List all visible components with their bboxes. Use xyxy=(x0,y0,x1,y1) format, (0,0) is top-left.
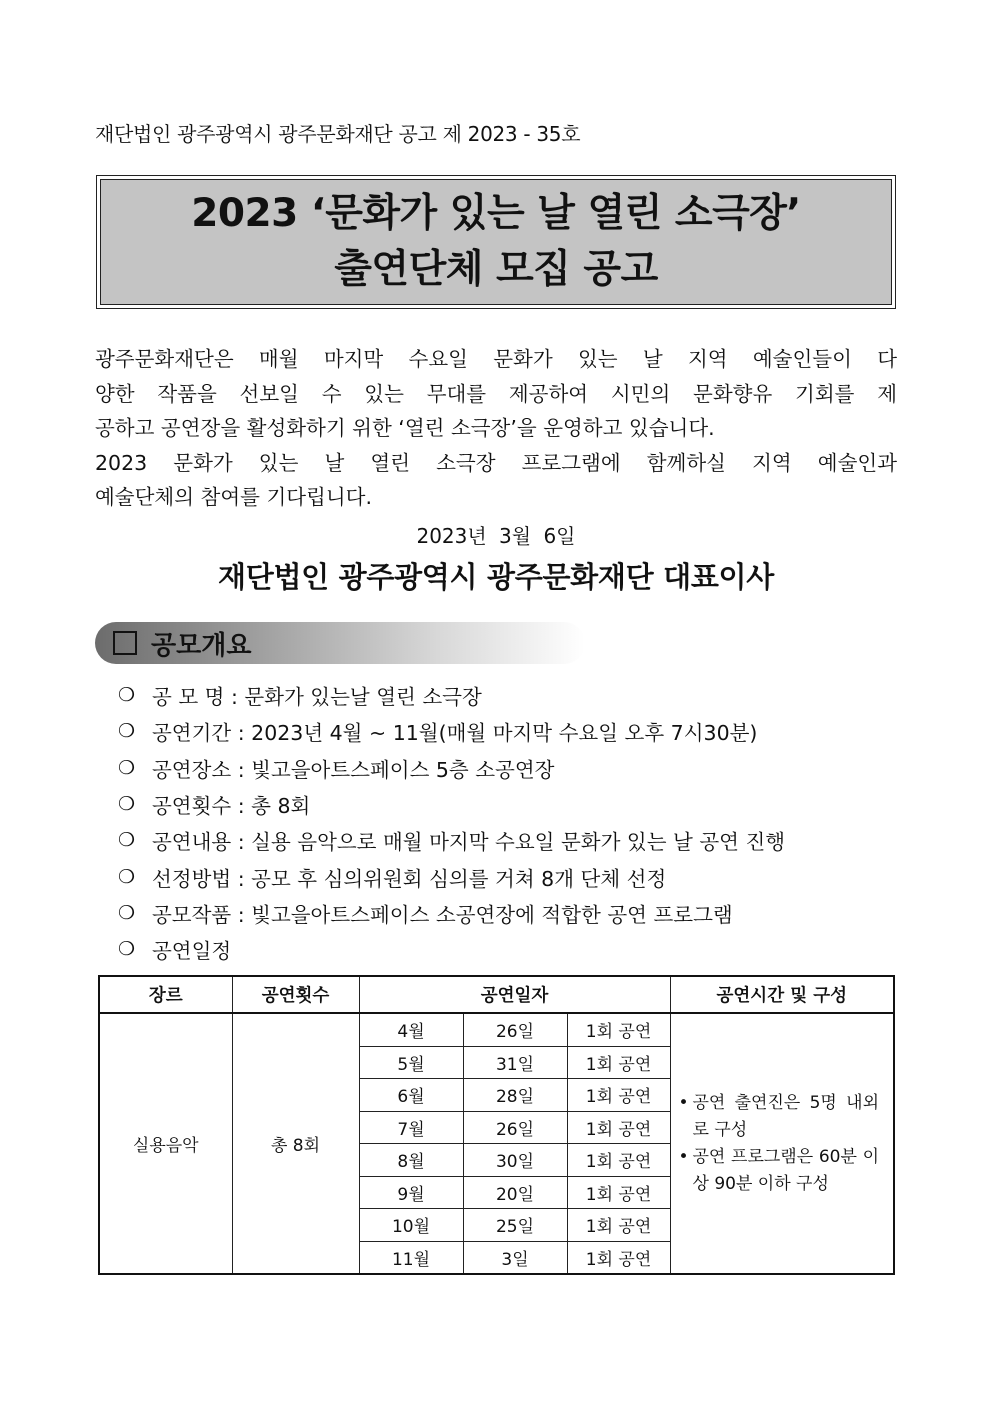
cell-shows: 1회 공연 xyxy=(567,1209,670,1242)
title-box xyxy=(96,175,896,309)
cell-day: 31일 xyxy=(463,1046,567,1079)
header-time: 공연시간 및 구성 xyxy=(670,976,894,1013)
cell-day: 26일 xyxy=(463,1111,567,1144)
list-item xyxy=(118,786,785,822)
table-header-row xyxy=(99,976,894,1013)
circle-bullet-icon: ❍ xyxy=(118,938,136,961)
header-count: 공연횟수 xyxy=(232,976,359,1013)
circle-bullet-icon: ❍ xyxy=(118,793,136,816)
cell-day: 30일 xyxy=(463,1144,567,1177)
cell-day: 20일 xyxy=(463,1176,567,1209)
cell-day: 25일 xyxy=(463,1209,567,1242)
cell-month: 5월 xyxy=(359,1046,463,1079)
list-item-text: 선정방법 : 공모 후 심의위원회 심의를 거쳐 8개 단체 선정 xyxy=(152,866,667,891)
cell-notes xyxy=(670,1013,894,1274)
list-item-text: 공연횟수 : 총 8회 xyxy=(152,794,311,819)
section-header xyxy=(95,622,585,664)
cell-day: 26일 xyxy=(463,1013,567,1046)
intro-line: 예술단체의 참여를 기다립니다. xyxy=(95,485,372,509)
list-item xyxy=(118,677,785,713)
note-item xyxy=(679,1144,880,1198)
list-item-text: 공연일정 xyxy=(152,939,232,964)
cell-month: 11월 xyxy=(359,1241,463,1274)
list-item xyxy=(118,858,785,894)
list-item xyxy=(118,895,785,931)
title-line-2: 출연단체 모집 공고 xyxy=(334,247,658,292)
list-item-text: 공연장소 : 빛고을아트스페이스 5층 소공연장 xyxy=(152,757,555,782)
note-text: 공연 프로그램은 60분 이상 90분 이하 구성 xyxy=(692,1146,879,1194)
circle-bullet-icon: ❍ xyxy=(118,720,136,743)
cell-shows: 1회 공연 xyxy=(567,1013,670,1046)
intro-line: 2023 문화가 있는 날 열린 소극장 프로그램에 함께하실 지역 예술인과 xyxy=(95,450,897,475)
cell-month: 9월 xyxy=(359,1176,463,1209)
circle-bullet-icon: ❍ xyxy=(118,756,136,779)
section-title: 공모개요 xyxy=(151,630,252,661)
note-text: 공연 출연진은 5명 내외로 구성 xyxy=(692,1092,879,1140)
circle-bullet-icon: ❍ xyxy=(118,901,136,924)
cell-shows: 1회 공연 xyxy=(567,1079,670,1112)
cell-shows: 1회 공연 xyxy=(567,1046,670,1079)
header-dates: 공연일자 xyxy=(359,976,670,1013)
cell-month: 8월 xyxy=(359,1144,463,1177)
list-item-text: 공연내용 : 실용 음악으로 매월 마지막 수요일 문화가 있는 날 공연 진행 xyxy=(152,830,786,855)
cell-shows: 1회 공연 xyxy=(567,1241,670,1274)
table-row xyxy=(99,1013,894,1046)
circle-bullet-icon: ❍ xyxy=(118,865,136,888)
dot-bullet-icon: • xyxy=(678,1092,689,1113)
cell-shows: 1회 공연 xyxy=(567,1176,670,1209)
header-genre: 장르 xyxy=(99,976,232,1013)
square-icon xyxy=(113,631,137,655)
intro-paragraph xyxy=(95,342,897,515)
note-item xyxy=(679,1090,880,1144)
title-inner xyxy=(100,179,892,305)
cell-shows: 1회 공연 xyxy=(567,1111,670,1144)
schedule-table xyxy=(98,975,895,1275)
list-item-text: 공연기간 : 2023년 4월 ~ 11월(매월 마지막 수요일 오후 7시30분) xyxy=(152,721,758,746)
list-item-text: 공모작품 : 빛고을아트스페이스 소공연장에 적합한 공연 프로그램 xyxy=(152,902,733,927)
list-item xyxy=(118,931,785,967)
circle-bullet-icon: ❍ xyxy=(118,829,136,852)
overview-list xyxy=(118,677,785,967)
circle-bullet-icon: ❍ xyxy=(118,684,136,707)
cell-genre: 실용음악 xyxy=(99,1013,232,1274)
cell-month: 7월 xyxy=(359,1111,463,1144)
intro-line: 공하고 공연장을 활성화하기 위한 ‘열린 소극장’을 운영하고 있습니다. xyxy=(95,416,715,440)
list-item-text: 공 모 명 : 문화가 있는날 열린 소극장 xyxy=(152,685,482,710)
cell-shows: 1회 공연 xyxy=(567,1144,670,1177)
title-line-1: 2023 ‘문화가 있는 날 열린 소극장’ xyxy=(191,191,801,236)
list-item xyxy=(118,713,785,749)
list-item xyxy=(118,822,785,858)
cell-day: 3일 xyxy=(463,1241,567,1274)
cell-month: 6월 xyxy=(359,1079,463,1112)
cell-month: 10월 xyxy=(359,1209,463,1242)
cell-day: 28일 xyxy=(463,1079,567,1112)
dot-bullet-icon: • xyxy=(678,1146,689,1167)
intro-line: 양한 작품을 선보일 수 있는 무대를 제공하여 시민의 문화향유 기회를 제 xyxy=(95,381,897,406)
organization-signature: 재단법인 광주광역시 광주문화재단 대표이사 xyxy=(218,560,774,594)
notice-number: 재단법인 광주광역시 광주문화재단 공고 제 2023 - 35호 xyxy=(95,122,581,146)
cell-month: 4월 xyxy=(359,1013,463,1046)
notice-date: 2023년 3월 6일 xyxy=(416,524,576,548)
list-item xyxy=(118,750,785,786)
cell-count: 총 8회 xyxy=(232,1013,359,1274)
intro-line: 광주문화재단은 매월 마지막 수요일 문화가 있는 날 지역 예술인들이 다 xyxy=(95,347,897,371)
